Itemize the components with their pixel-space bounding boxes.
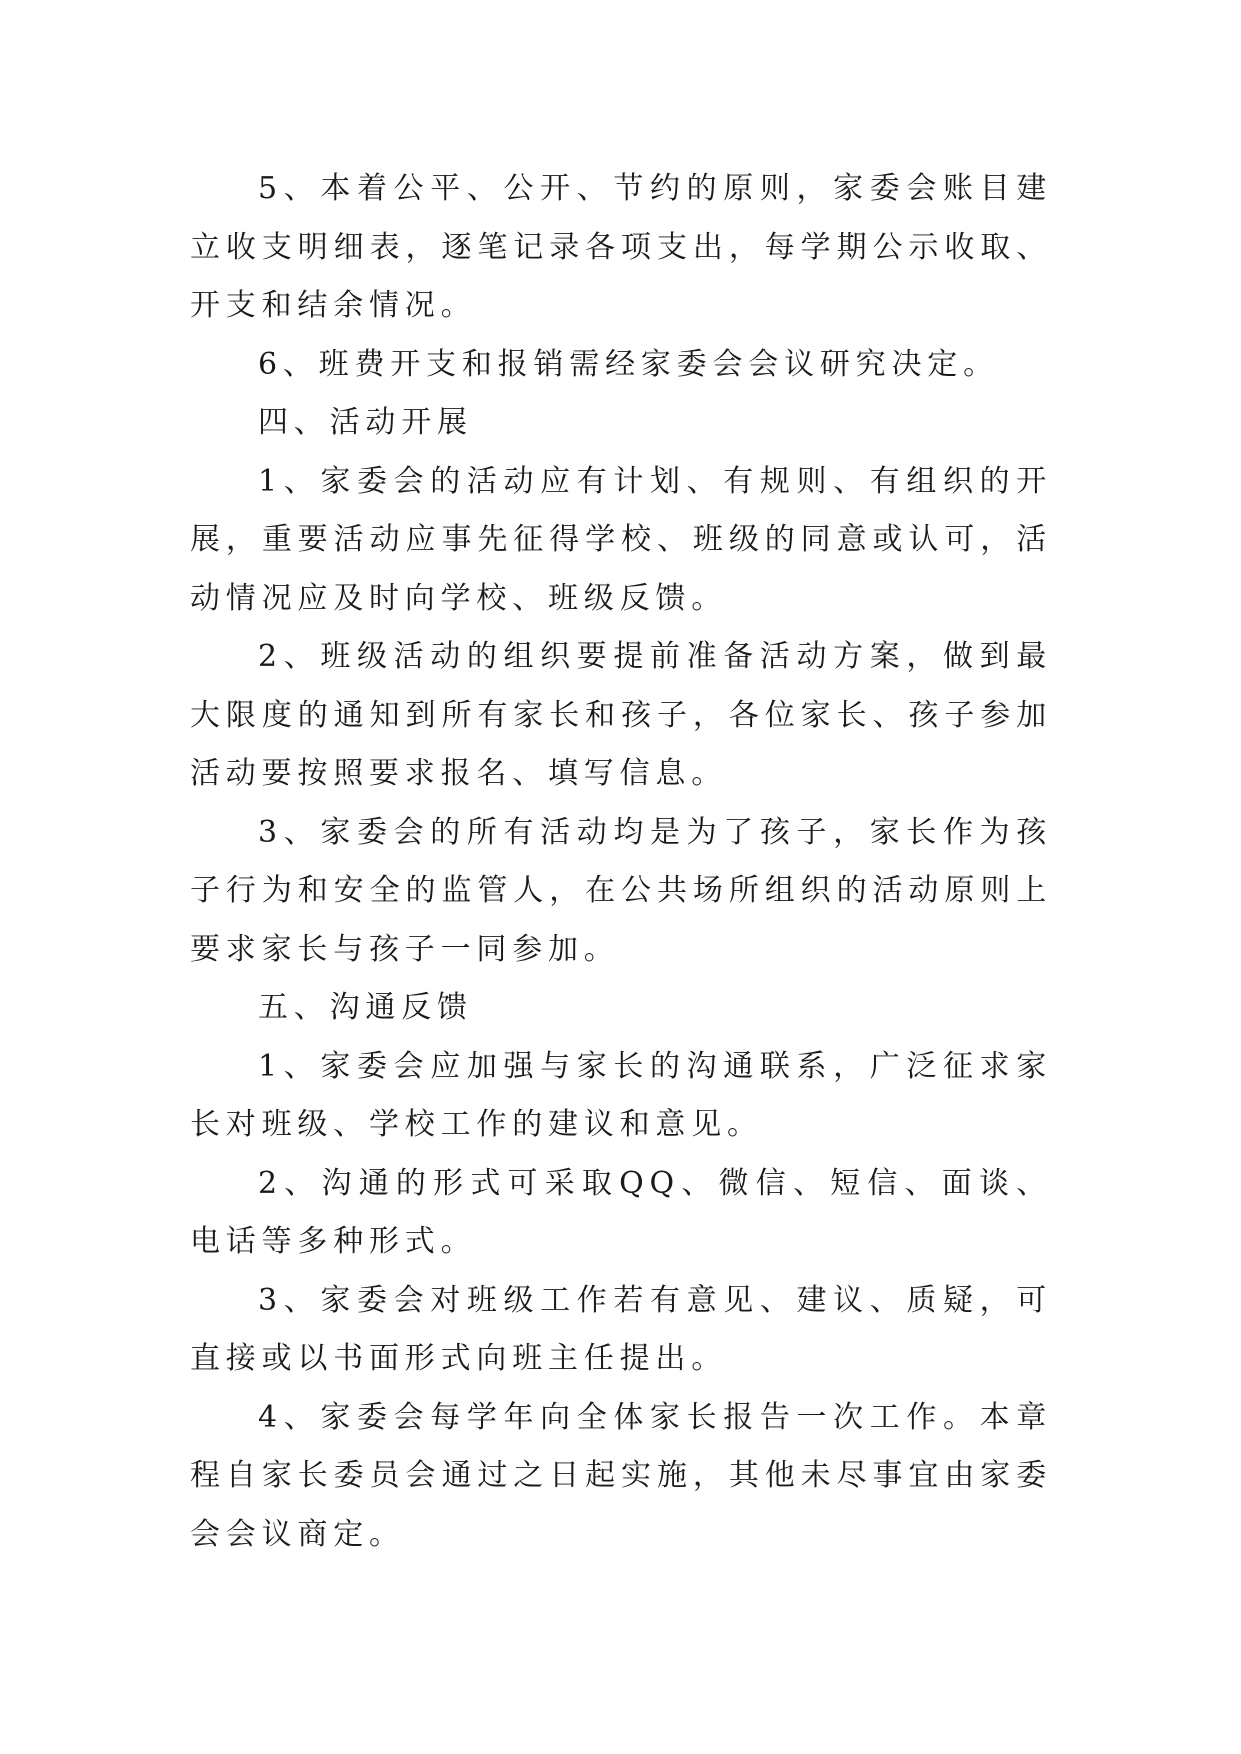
- paragraph-activities-3: 3、家委会的所有活动均是为了孩子，家长作为孩子行为和安全的监管人，在公共场所组织的活动原则上要求家长与孩子一同参加。: [190, 814, 1052, 967]
- paragraph-communication-2: 2、沟通的形式可采取QQ、微信、短信、面谈、电话等多种形式。: [190, 1165, 1052, 1259]
- paragraph-activities-1: 1、家委会的活动应有计划、有规则、有组织的开展，重要活动应事先征得学校、班级的同意或认可，活动情况应及时向学校、班级反馈。: [190, 463, 1052, 616]
- section-heading-activities: 四、活动开展: [258, 405, 473, 440]
- section-heading-communication: 五、沟通反馈: [258, 990, 473, 1025]
- paragraph-communication-3: 3、家委会对班级工作若有意见、建议、质疑，可直接或以书面形式向班主任提出。: [190, 1282, 1052, 1376]
- paragraph-finance-5: 5、本着公平、公开、节约的原则，家委会账目建立收支明细表，逐笔记录各项支出，每学期公示收取、开支和结余情况。: [190, 171, 1052, 323]
- paragraph-activities-2: 2、班级活动的组织要提前准备活动方案，做到最大限度的通知到所有家长和孩子，各位家长、孩子参加活动要按照要求报名、填写信息。: [190, 639, 1052, 791]
- paragraph-communication-4: 4、家委会每学年向全体家长报告一次工作。本章程自家长委员会通过之日起实施，其他未尽事宜由家委会会议商定。: [190, 1399, 1052, 1552]
- paragraph-communication-1: 1、家委会应加强与家长的沟通联系，广泛征求家长对班级、学校工作的建议和意见。: [190, 1048, 1052, 1142]
- document-body: [190, 160, 1052, 1564]
- paragraph-finance-6: 6、班费开支和报销需经家委会会议研究决定。: [258, 346, 999, 382]
